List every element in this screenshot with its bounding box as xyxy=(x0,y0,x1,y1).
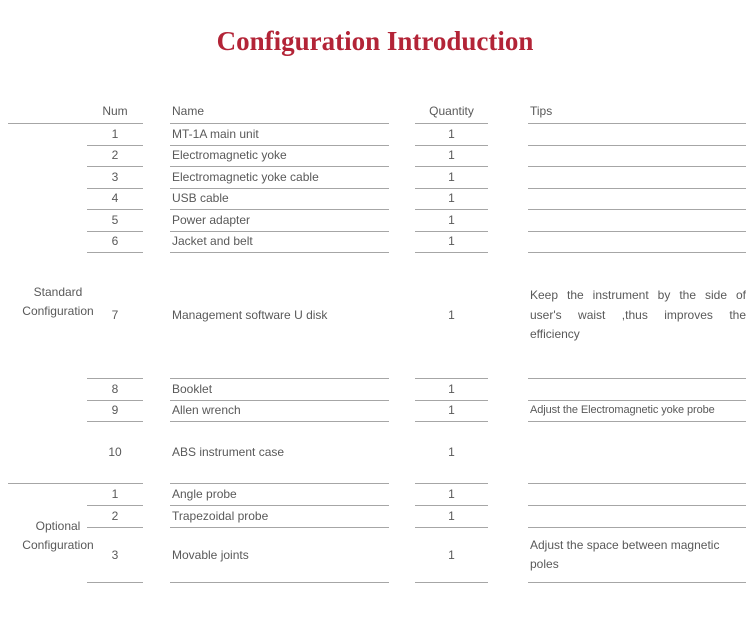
tips-cell xyxy=(528,189,746,211)
configuration-table xyxy=(0,100,750,583)
tips-cell xyxy=(528,210,746,232)
section-cell xyxy=(8,189,87,211)
section-label-optional: Optional Configuration xyxy=(22,519,94,552)
table-row xyxy=(0,167,750,189)
name-cell: Management software U disk xyxy=(170,253,389,379)
section-cell xyxy=(8,506,87,528)
quantity-cell: 1 xyxy=(415,232,488,254)
num-cell: 8 xyxy=(87,379,143,401)
name-cell: Movable joints xyxy=(170,528,389,583)
quantity-cell: 1 xyxy=(415,484,488,506)
name-cell: ABS instrument case xyxy=(170,422,389,484)
num-cell: 1 xyxy=(87,124,143,146)
tips-cell xyxy=(528,506,746,528)
name-cell: USB cable xyxy=(170,189,389,211)
table-row xyxy=(0,253,750,379)
section-cell xyxy=(8,528,87,583)
table-row xyxy=(0,528,750,583)
section-label-standard: Standard Configuration xyxy=(22,285,94,318)
name-header: Name xyxy=(170,100,389,124)
num-cell: 5 xyxy=(87,210,143,232)
quantity-cell: 1 xyxy=(415,146,488,168)
table-row xyxy=(0,210,750,232)
section-cell xyxy=(8,484,87,506)
quantity-cell: 1 xyxy=(415,401,488,423)
num-cell: 9 xyxy=(87,401,143,423)
num-cell: 3 xyxy=(87,167,143,189)
tips-cell: Adjust the space between magnetic poles xyxy=(528,528,746,583)
num-cell: 6 xyxy=(87,232,143,254)
quantity-cell: 1 xyxy=(415,167,488,189)
tips-cell: Adjust the Electromagnetic yoke probe xyxy=(528,401,746,423)
page-title: Configuration Introduction xyxy=(216,26,534,56)
name-cell: Angle probe xyxy=(170,484,389,506)
name-cell: Electromagnetic yoke xyxy=(170,146,389,168)
tips-cell xyxy=(528,379,746,401)
quantity-cell: 1 xyxy=(415,506,488,528)
section-cell xyxy=(8,253,87,379)
section-cell xyxy=(8,379,87,401)
section-cell xyxy=(8,422,87,484)
table-row xyxy=(0,189,750,211)
table-row xyxy=(0,401,750,423)
table-row xyxy=(0,484,750,506)
table-row xyxy=(0,379,750,401)
num-cell: 1 xyxy=(87,484,143,506)
section-cell xyxy=(8,146,87,168)
tips-cell: Keep the instrument by the side of user's waist ,thus improves the efficiency xyxy=(528,253,746,379)
quantity-cell: 1 xyxy=(415,253,488,379)
section-cell xyxy=(8,401,87,423)
tips-cell xyxy=(528,484,746,506)
num-cell: 7 xyxy=(87,253,143,379)
num-cell: 10 xyxy=(87,422,143,484)
quantity-cell: 1 xyxy=(415,528,488,583)
tips-cell xyxy=(528,124,746,146)
quantity-cell: 1 xyxy=(415,124,488,146)
section-cell xyxy=(8,232,87,254)
table-header-row xyxy=(0,100,750,124)
quantity-cell: 1 xyxy=(415,379,488,401)
quantity-cell: 1 xyxy=(415,422,488,484)
section-header-cell xyxy=(8,100,87,124)
name-cell: Trapezoidal probe xyxy=(170,506,389,528)
quantity-cell: 1 xyxy=(415,210,488,232)
table-row xyxy=(0,146,750,168)
num-cell: 2 xyxy=(87,506,143,528)
table-row xyxy=(0,506,750,528)
tips-cell xyxy=(528,232,746,254)
table-row xyxy=(0,232,750,254)
tips-cell xyxy=(528,167,746,189)
name-cell: Power adapter xyxy=(170,210,389,232)
tips-header: Tips xyxy=(528,100,746,124)
quantity-header: Quantity xyxy=(415,100,488,124)
section-cell xyxy=(8,210,87,232)
tips-cell xyxy=(528,146,746,168)
name-cell: Allen wrench xyxy=(170,401,389,423)
section-cell xyxy=(8,124,87,146)
name-cell: Booklet xyxy=(170,379,389,401)
num-cell: 3 xyxy=(87,528,143,583)
name-cell: Electromagnetic yoke cable xyxy=(170,167,389,189)
table-row xyxy=(0,422,750,484)
quantity-cell: 1 xyxy=(415,189,488,211)
tips-cell xyxy=(528,422,746,484)
num-cell: 4 xyxy=(87,189,143,211)
num-header: Num xyxy=(87,100,143,124)
name-cell: Jacket and belt xyxy=(170,232,389,254)
num-cell: 2 xyxy=(87,146,143,168)
table-row xyxy=(0,124,750,146)
name-cell: MT-1A main unit xyxy=(170,124,389,146)
section-cell xyxy=(8,167,87,189)
